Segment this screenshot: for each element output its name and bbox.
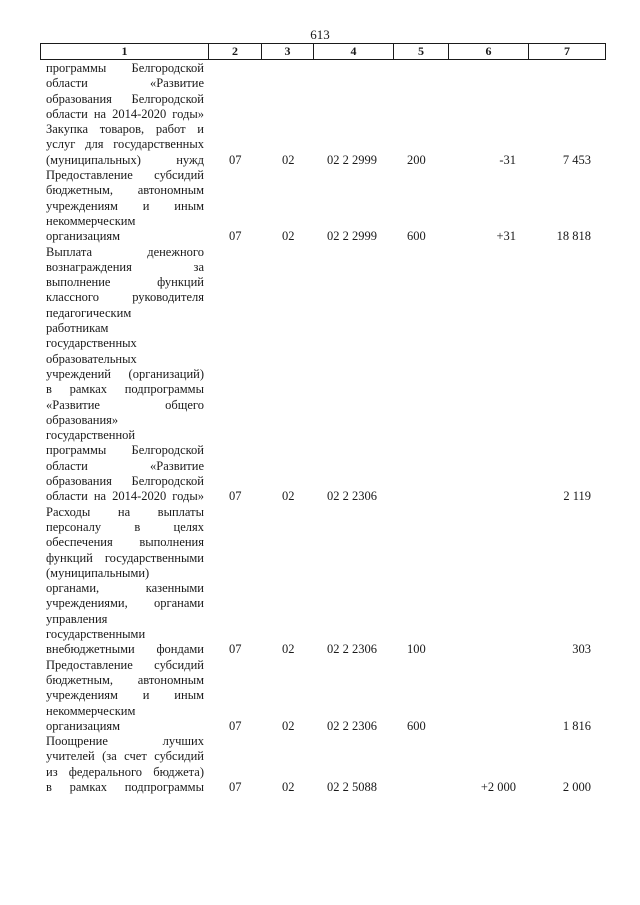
description-line: учреждений (организаций): [46, 366, 204, 381]
description-line: организациям: [46, 718, 121, 733]
description-line: учреждениям и иным: [46, 688, 204, 703]
cell-c7: 18 818: [556, 229, 591, 244]
description-line: Предоставление субсидий: [46, 657, 204, 672]
cell-c7: 1 816: [562, 718, 591, 733]
description-line: управления: [46, 611, 108, 626]
description-line: классного руководителя: [46, 290, 204, 305]
description-line: некоммерческим: [46, 213, 136, 228]
description-line: вознаграждения за: [46, 259, 204, 274]
description-line: из федерального бюджета): [46, 764, 204, 779]
description-line: выполнение функций: [46, 275, 204, 290]
description-line: Закупка товаров, работ и: [46, 122, 204, 137]
header-col-4: 4: [314, 44, 394, 59]
description-line: функций государственными: [46, 550, 204, 565]
cell-c7: 2 000: [562, 780, 591, 795]
row-description: [46, 122, 204, 168]
description-line: Выплата денежного: [46, 244, 204, 259]
description-line: в рамках подпрограммы: [46, 382, 204, 397]
description-line: обеспечения выполнения: [46, 535, 204, 550]
cell-c2: 07: [229, 642, 242, 657]
description-line: учреждениям и иным: [46, 198, 204, 213]
cell-c3: 02: [282, 152, 295, 167]
description-line: образования Белгородской: [46, 474, 204, 489]
cell-c4: 02 2 2306: [327, 718, 377, 733]
cell-c3: 02: [282, 229, 295, 244]
row-description: [46, 61, 204, 122]
cell-c4: 02 2 2306: [327, 489, 377, 504]
description-line: (муниципальных) нужд: [46, 152, 204, 167]
header-col-3: 3: [262, 44, 314, 59]
cell-c2: 07: [229, 229, 242, 244]
description-line: (муниципальными): [46, 565, 150, 580]
description-line: области на 2014-2020 годы»: [46, 489, 204, 504]
description-line: Расходы на выплаты: [46, 504, 204, 519]
cell-c5: 100: [407, 642, 426, 657]
description-line: образования»: [46, 412, 119, 427]
cell-c2: 07: [229, 489, 242, 504]
row-description: [46, 245, 204, 505]
cell-c2: 07: [229, 152, 242, 167]
header-col-6: 6: [449, 44, 529, 59]
page-number: 613: [310, 27, 330, 42]
cell-c5: 600: [407, 718, 426, 733]
cell-c7: 2 119: [563, 489, 591, 504]
cell-c5: 600: [407, 229, 426, 244]
cell-c4: 02 2 2306: [327, 642, 377, 657]
description-line: учителей (за счет субсидий: [46, 749, 204, 764]
cell-c3: 02: [282, 780, 295, 795]
description-line: программы Белгородской: [46, 61, 204, 75]
description-line: организациям: [46, 229, 121, 244]
description-line: области «Развитие: [46, 458, 204, 473]
description-line: персоналу в целях: [46, 519, 204, 534]
cell-c2: 07: [229, 718, 242, 733]
description-line: государственными: [46, 627, 146, 642]
row-description: [46, 168, 204, 244]
description-line: Предоставление субсидий: [46, 168, 204, 183]
cell-c3: 02: [282, 642, 295, 657]
cell-c6: +2 000: [480, 780, 516, 795]
description-line: государственных: [46, 336, 137, 351]
cell-c4: 02 2 5088: [327, 780, 377, 795]
cell-c4: 02 2 2999: [327, 229, 377, 244]
description-line: бюджетным, автономным: [46, 183, 204, 198]
row-description: [46, 505, 204, 658]
description-line: работникам: [46, 321, 109, 336]
header-col-2: 2: [209, 44, 262, 59]
cell-c2: 07: [229, 780, 242, 795]
table-header: [40, 43, 606, 60]
cell-c6: -31: [499, 152, 516, 167]
description-line: образования Белгородской: [46, 91, 204, 106]
description-line: услуг для государственных: [46, 137, 204, 152]
header-col-5: 5: [394, 44, 449, 59]
description-line: Поощрение лучших: [46, 734, 204, 749]
description-line: области «Развитие: [46, 76, 204, 91]
cell-c5: 200: [407, 152, 426, 167]
description-line: учреждениями, органами: [46, 596, 204, 611]
description-line: внебюджетными фондами: [46, 642, 204, 657]
description-line: некоммерческим: [46, 703, 136, 718]
cell-c3: 02: [282, 718, 295, 733]
cell-c3: 02: [282, 489, 295, 504]
header-col-1: 1: [41, 44, 209, 59]
description-line: педагогическим: [46, 305, 132, 320]
description-line: программы Белгородской: [46, 443, 204, 458]
description-line: образовательных: [46, 351, 137, 366]
cell-c4: 02 2 2999: [327, 152, 377, 167]
cell-c7: 303: [572, 642, 591, 657]
description-line: государственной: [46, 428, 136, 443]
description-line: области на 2014-2020 годы»: [46, 106, 204, 121]
description-line: «Развитие общего: [46, 397, 204, 412]
header-col-7: 7: [564, 44, 570, 58]
description-line: органами, казенными: [46, 581, 204, 596]
cell-c6: +31: [496, 229, 516, 244]
description-line: бюджетным, автономным: [46, 672, 204, 687]
row-description: [46, 734, 204, 795]
row-description: [46, 658, 204, 734]
cell-c7: 7 453: [562, 152, 591, 167]
description-line: в рамках подпрограммы: [46, 780, 204, 795]
